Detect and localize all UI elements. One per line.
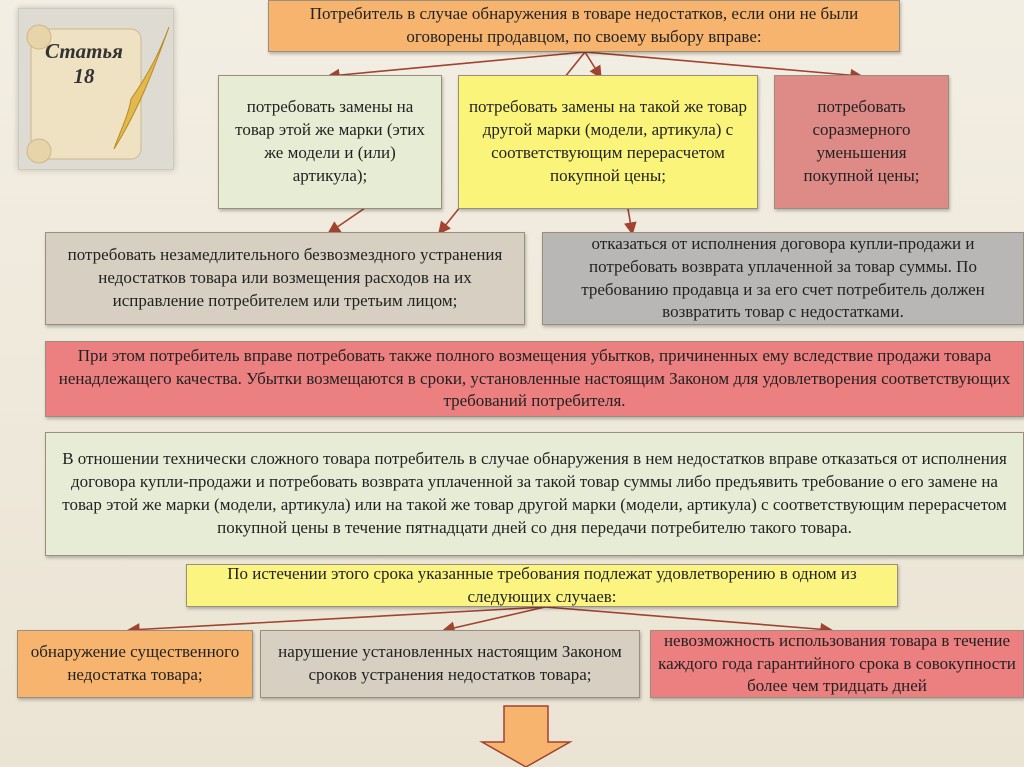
after-term-box [186,564,898,607]
consumer-rights-header [268,0,900,52]
article-label: Статья [45,39,123,63]
article-title [29,39,139,89]
consumer-rights-header-text: Потребитель в случае обнаружения в товаре недостатков, если они не были оговорены продавцом, по своему выбору вправе: [309,4,859,46]
case-deadline-violation-box [260,630,640,698]
replace-other-brand-box [458,75,758,209]
repair-defects-box [45,232,525,325]
arrow-to-replace-same [330,52,585,76]
article-logo [18,8,174,170]
price-reduction-box [774,75,949,209]
arrow-to-case-3 [545,607,830,630]
arrow-to-repair-2 [330,208,365,232]
article-number: 18 [73,64,95,89]
arrow-to-replace-other [585,52,600,76]
down-arrow-icon [482,706,570,767]
case-essential-defect-box [17,630,253,698]
replace-same-brand-box [218,75,442,209]
refund-text: отказаться от исполнения договора купли-продажи и потребовать возврата уплаченной за товар суммы. По требованию продавца и за его счет потребитель должен возвратить товар с недостатками. [581,233,985,322]
case-unusable-box [650,630,1024,698]
repair-defects-text: потребовать незамедлительного безвозмездного устранения недостатков товара или возмещения расходов на их исправление потребителем или третьим лицом; [67,245,503,310]
case-essential-defect-text: обнаружение существенного недостатка товара; [30,642,240,684]
complex-goods-text: В отношении технически сложного товара потребитель в случае обнаружения в нем недостатков вправе отказаться от исполнения договора купли-продажи и потребовать возврата уплаченной за такой товар суммы либо предъявить требование о его замене на товар этой же марки (модели, артикула) или на такой же товар другой марки (модели, артикула) с соответствующим перерасчетом покупной цены в течение пятнадцати дней со дня передачи потребителю такого товара. [62,449,1007,537]
replace-other-brand-text: потребовать замены на такой же товар другой марки (модели, артикула) с соответствующим перерасчетом покупной цены; [468,97,748,185]
price-reduction-text: потребовать соразмерного уменьшения покупной цены; [803,97,920,185]
damages-box [45,341,1024,417]
replace-same-brand-text: потребовать замены на товар этой же марки (этих же модели и (или) артикула); [235,97,425,185]
arrow-to-refund [628,209,632,232]
damages-text: При этом потребитель вправе потребовать также полного возмещения убытков, причиненных ему вследствие продажи товара ненадлежащего качества. Убытки возмещаются в сроки, установленные настоящим Законом для удовлетворения соответствующих требований потребителя. [58,345,1011,411]
after-term-text: По истечении этого срока указанные требования подлежат удовлетворению в одном из следующих случаев: [227,563,857,606]
case-deadline-violation-text: нарушение установленных настоящим Законом сроков устранения недостатков товара; [278,642,622,684]
arrow-to-case-1 [130,607,545,630]
case-unusable-text: невозможность использования товара в течение каждого года гарантийного срока в совокупности более чем тридцать дней [658,630,1016,696]
arrow-to-price-reduction [585,52,860,76]
refund-box [542,232,1024,325]
complex-goods-box [45,432,1024,556]
